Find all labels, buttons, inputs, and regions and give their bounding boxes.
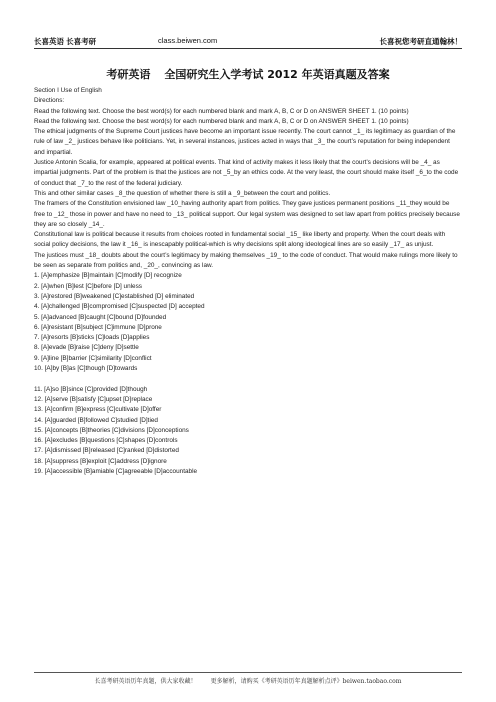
header-slogan: 长喜祝您考研直通翰林！ [379,37,462,46]
footer-promo[interactable]: 更多解析，请购买《考研英语历年真题解析点评》beiwen.taobao.com [210,678,402,685]
paragraph: 9. [A]line [B]barrier [C]similarity [D]conflict [34,354,152,362]
title-exam: 全国研究生入学考试 2012 年英语真题及答案 [164,68,390,81]
paragraph: Directions: [34,97,65,105]
paragraph: 19. [A]accessible [B]amiable [C]agreeable [D]accountable [34,467,198,475]
paragraph: This and other similar cases _8_the question of whether there is still a _9_between the court and politics. [34,189,331,197]
paragraph: 10. [A]by [B]as [C]though [D]towards [34,365,138,373]
paragraph: 8. [A]evade [B]raise [C]deny [D]settle [34,344,139,352]
header-brand: 长喜英语 长喜考研 [34,37,97,46]
paragraph: 18. [A]suppress [B]exploit [C]address [D]ignore [34,457,167,465]
paragraph: 4. [A]challenged [B]compromised [C]suspected [D] accepted [34,303,205,311]
header-url[interactable]: class.beiwen.com [158,36,218,45]
paragraph: 1. [A]emphasize [B]maintain [C]modify [D] recognize [34,272,182,280]
paragraph: The framers of the Constitution envisioned law _10_having authority apart from politics. They gave justices permanent positions _11_they would be free to _12_ those in power and have no need to _13_ political support. Our legal system was designed to set law apart from politics precisely because they are so closely _14_. [34,200,460,228]
paragraph: Read the following text. Choose the best word(s) for each numbered blank and mark A, B, C or D on ANSWER SHEET 1. (10 points) [34,107,409,115]
paragraph: 6. [A]resistant [B]subject [C]immune [D]prone [34,323,162,331]
page-footer [34,676,462,685]
footer-divider [34,672,462,673]
paragraph: Justice Antonin Scalia, for example, appeared at political events. That kind of activity makes it less likely that the court’s decisions will be _4_ as impartial judgments. Part of the problem is that the justices are not _5_by an ethics code. At the very least, the court should make itself _6_to the code of conduct that _7_to the rest of the federal judiciary. [34,159,459,187]
blank-line [34,374,462,384]
paragraph: 2. [A]when [B]lest [C]before [D] unless [34,282,142,290]
paragraph: Constitutional law is political because it results from choices rooted in fundamental social _15_ like liberty and property. When the court deals with social policy decisions, the law it _16_ is inescapably political-which is why decisions split along ideological lines are so easily _17_ as unjust. [34,231,446,249]
paragraph: The ethical judgments of the Supreme Court justices have become an important issue recently. The court cannot _1_ its legitimacy as guardian of the rule of law _2_ justices behave like politicians. Yet, in several instances, justices acted in ways that _3_ the court’s reputation for being independent and impartial. [34,128,456,156]
paragraph: 3. [A]restored [B]weakened [C]established [D] eliminated [34,292,195,300]
paragraph: Section I Use of English [34,87,102,94]
paragraph: 16. [A]excludes [B]questions [C]shapes [D]controls [34,437,178,445]
paragraph: 17. [A]dismissed [B]released [C]ranked [D]distorted [34,447,179,455]
paragraph: 13. [A]confirm [B]express [C]cultivate [D]offer [34,406,162,414]
paragraph: 7. [A]resorts [B]sticks [C]loads [D]applies [34,334,150,342]
title-subject: 考研英语 [106,68,151,81]
paragraph: 12. [A]serve [B]satisfy [C]upset [D]replace [34,395,153,403]
paragraph: 14. [A]guarded [B]followed C]studied [D]tied [34,416,158,424]
paragraph: 5. [A]advanced [B]caught [C]bound [D]founded [34,313,167,321]
paragraph: The justices must _18_ doubts about the court’s legitimacy by making themselves _19_ to the code of conduct. That would make rulings more likely to be seen as separate from politics and, _20_, convincing as law. [34,251,458,270]
footer-note: 长喜考研英语历年真题，供大家收藏！ [94,678,197,685]
header-divider [34,48,462,49]
document-body [34,86,462,477]
paragraph: 11. [A]so [B]since [C]provided [D]though [34,385,148,393]
paragraph: 15. [A]concepts [B]theories [C]divisions [D]conceptions [34,426,189,434]
paragraph: Read the following text. Choose the best word(s) for each numbered blank and mark A, B, C or D on ANSWER SHEET 1. (10 points) [34,117,409,125]
page-header [34,34,462,48]
page-title [34,66,462,82]
